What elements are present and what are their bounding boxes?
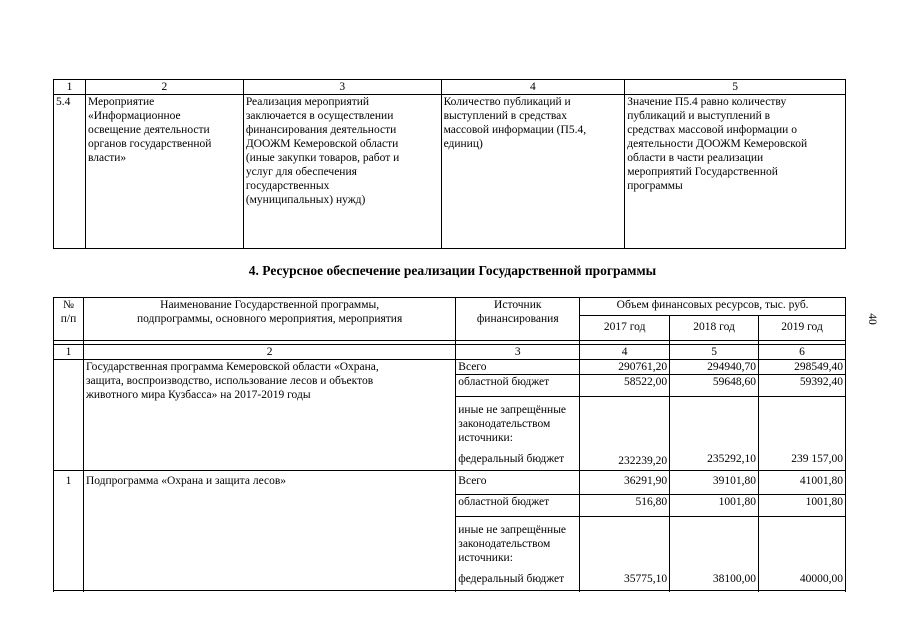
col-number: 4: [580, 345, 670, 360]
table-row: [54, 95, 846, 249]
col-number: 3: [243, 80, 441, 95]
amount-2019: 59392,40: [759, 375, 846, 397]
col-number: 5: [670, 345, 759, 360]
text-line: Значение П5.4 равно количеству: [627, 96, 787, 108]
funding-source: иные не запрещённые законодательством источники:: [458, 404, 567, 444]
section-heading: 4. Ресурсное обеспечение реализации Государственной программы: [248, 263, 657, 278]
amount-2017: 58522,00: [580, 375, 670, 397]
activity-name: [85, 95, 243, 249]
row-number: 1: [54, 471, 84, 591]
text-line: «Информационное: [87, 110, 181, 122]
year-header: 2019 год: [759, 316, 846, 341]
text-line: освещение деятельности: [87, 124, 210, 136]
text-line: деятельности ДООЖМ Кемеровской: [627, 138, 808, 150]
amount-2017: 290761,20: [580, 360, 670, 375]
text-line: органов государственной: [87, 138, 212, 150]
text-line: государственных: [245, 180, 330, 192]
col-number: 1: [54, 345, 84, 360]
col-number: 6: [759, 345, 846, 360]
activity-indicator: [441, 95, 625, 249]
text-line: Мероприятие: [87, 96, 155, 108]
amount-2018: 59648,60: [670, 375, 759, 397]
text-line: Количество публикаций и: [443, 96, 571, 108]
page-number: 40: [865, 313, 878, 325]
table-row: [54, 471, 846, 495]
text-line: Реализация мероприятий: [245, 96, 370, 108]
text-line: области в части реализации: [627, 152, 764, 164]
text-line: (иные закупки товаров, работ и: [245, 152, 400, 164]
amount-2017: 35775,10: [580, 517, 670, 591]
amount-2019: 1001,80: [759, 495, 846, 517]
text-line: заключается в осуществлении: [245, 110, 394, 122]
num-header: № п/п: [54, 298, 84, 341]
amount-2017: 232239,20: [580, 397, 670, 471]
column-number-row: [54, 80, 846, 95]
text-line: программы: [627, 180, 683, 192]
funding-source-group: [456, 397, 580, 471]
activity-table: [53, 79, 846, 249]
text-line: защита, воспроизводство, использование лесов и объектов: [85, 375, 374, 387]
amount-2018: 294940,70: [670, 360, 759, 375]
volume-header: Объем финансовых ресурсов, тыс. руб.: [580, 298, 846, 316]
source-header: Источник финансирования: [456, 298, 580, 341]
column-number-row: [54, 345, 846, 360]
text-line: услуг для обеспечения: [245, 166, 357, 178]
funding-source: иные не запрещённые законодательством источники:: [458, 524, 567, 564]
activity-description: [243, 95, 441, 249]
amount-2018: 1001,80: [670, 495, 759, 517]
name-header: Наименование Государственной программы, подпрограммы, основного мероприятия, мероприятия: [83, 298, 455, 341]
col-number: 3: [456, 345, 580, 360]
text-line: мероприятий Государственной: [627, 166, 778, 178]
text-line: Подпрограмма «Охрана и защита лесов»: [85, 475, 286, 487]
col-number: 4: [441, 80, 625, 95]
funding-source: областной бюджет: [456, 495, 580, 517]
text-line: выступлений в средствах: [443, 110, 568, 122]
amount-2019: 239 157,00: [759, 397, 846, 471]
year-header: 2018 год: [670, 316, 759, 341]
funding-source: федеральный бюджет: [458, 453, 565, 465]
amount-2018: 235292,10: [670, 397, 759, 471]
text-line: животного мира Кузбасса» на 2017-2019 годы: [85, 389, 311, 401]
row-number: 5.4: [54, 95, 86, 249]
resource-table: [53, 297, 846, 591]
row-number: [54, 360, 84, 471]
text-line: Государственная программа Кемеровской области «Охрана,: [85, 361, 379, 373]
text-line: (муниципальных) нужд): [245, 194, 366, 206]
text-line: массовой информации (П5.4,: [443, 124, 587, 136]
amount-2019: 41001,80: [759, 471, 846, 495]
funding-source-group: [456, 517, 580, 591]
col-number: 2: [85, 80, 243, 95]
amount-2018: 39101,80: [670, 471, 759, 495]
amount-2017: 516,80: [580, 495, 670, 517]
amount-2019: 40000,00: [759, 517, 846, 591]
indicator-formula: [625, 95, 846, 249]
program-name: [83, 471, 455, 591]
amount-2018: 38100,00: [670, 517, 759, 591]
text-line: власти»: [87, 152, 127, 164]
funding-source: Всего: [456, 360, 580, 375]
year-header: 2017 год: [580, 316, 670, 341]
text-line: публикаций и выступлений в: [627, 110, 771, 122]
col-number: 2: [83, 345, 455, 360]
funding-source: федеральный бюджет: [458, 573, 565, 585]
col-number: 1: [54, 80, 86, 95]
col-number: 5: [625, 80, 846, 95]
table-row: [54, 360, 846, 375]
text-line: ДООЖМ Кемеровской области: [245, 138, 399, 150]
amount-2019: 298549,40: [759, 360, 846, 375]
text-line: единиц): [443, 138, 483, 150]
text-line: средствах массовой информации о: [627, 124, 797, 136]
text-line: финансирования деятельности: [245, 124, 397, 136]
amount-2017: 36291,90: [580, 471, 670, 495]
header-row: [54, 298, 846, 316]
funding-source: Всего: [456, 471, 580, 495]
program-name: [83, 360, 455, 471]
funding-source: областной бюджет: [456, 375, 580, 397]
